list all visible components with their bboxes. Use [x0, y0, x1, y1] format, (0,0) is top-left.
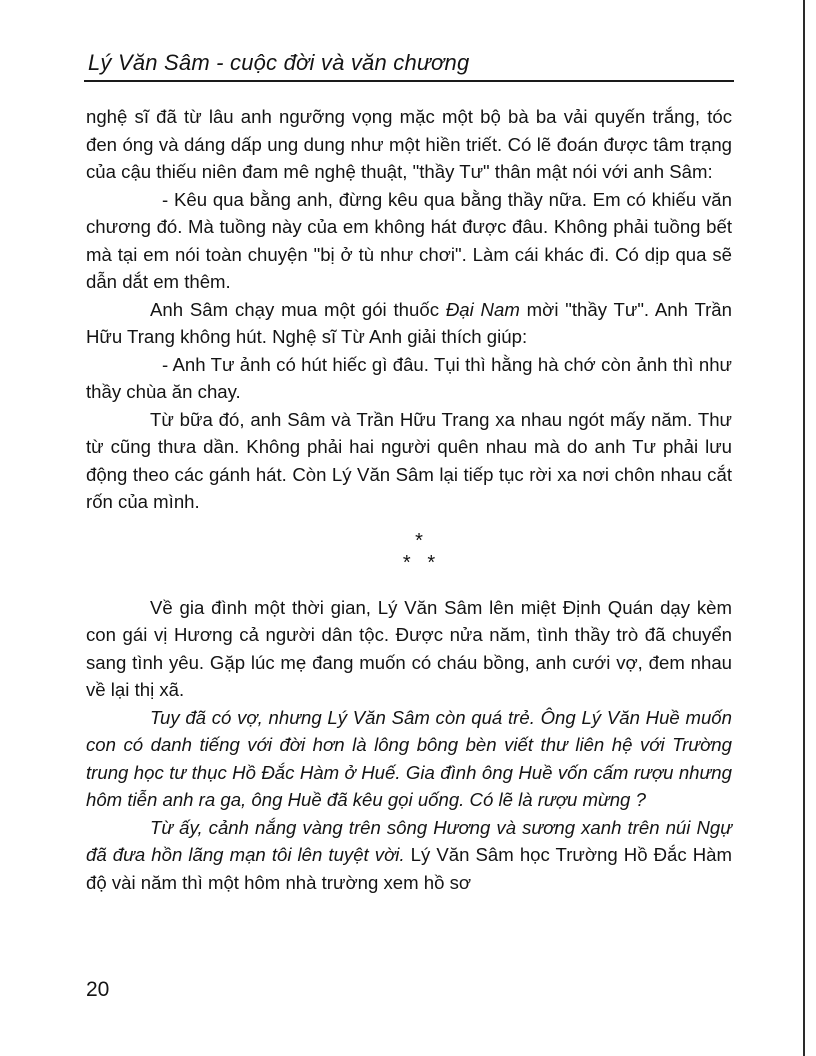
dialogue-paragraph: - Anh Tư ảnh có hút hiếc gì đâu. Tụi thì hằng hà chớ còn ảnh thì như thầy chùa ăn chay.: [86, 353, 732, 402]
italic-paragraph: Tuy đã có vợ, nhưng Lý Văn Sâm còn quá trẻ. Ông Lý Văn Huề muốn con có danh tiếng với đời hơn là lông bông bèn viết thư liên hệ với Trường trung học tư thục Hồ Đắc Hàm ở Huế. Gia đình ông Huề vốn cấm rượu nhưng hôm tiễn anh ra ga, ông Huề đã kêu gọi uống. Có lẽ là rượu mừng ?: [86, 706, 732, 810]
dialogue-paragraph: - Kêu qua bằng anh, đừng kêu qua bằng thầy nữa. Em có khiếu văn chương đó. Mà tuồng này của em không hát được đâu. Không phải tuồng bết mà tại em nói toàn chuyện "bị ở tù như chơi". Làm cái khác đi. Có dịp qua sẽ dẫn dắt em thêm.: [86, 188, 732, 292]
running-header: Lý Văn Sâm - cuộc đời và văn chương: [88, 50, 470, 75]
paragraph: nghệ sĩ đã từ lâu anh ngưỡng vọng mặc một bộ bà ba vải quyến trắng, tóc đen óng và dáng dấp ung dung như một hiền triết. Có lẽ đoán được tâm trạng của cậu thiếu niên đam mê nghệ thuật, "thầy Tư" thân mật nói với anh Sâm:: [86, 106, 732, 182]
paragraph-text: Anh Sâm chạy mua một gói thuốc: [150, 298, 446, 320]
asterism-top: *: [415, 529, 423, 552]
page-edge-rule: [803, 0, 805, 1056]
page-number: 20: [86, 978, 110, 1001]
paragraph: [86, 814, 732, 897]
paragraph-text: Lý Văn Sâm học Trường Hồ Đắc Hàm độ vài năm thì một hôm nhà trường xem hồ sơ: [86, 844, 732, 893]
italic-book-title: Đại Nam: [445, 298, 520, 320]
paragraph: Về gia đình một thời gian, Lý Văn Sâm lên miệt Định Quán dạy kèm con gái vị Hương cả người dân tộc. Được nửa năm, tình thầy trò đã chuyển sang tình yêu. Gặp lúc mẹ đang muốn có cháu bồng, anh cưới vợ, đem nhau về lại thị xã.: [86, 596, 732, 700]
paragraph-text: mời "thầy Tư". Anh Trần Hữu Trang không hút. Nghệ sĩ Từ Anh giải thích giúp:: [86, 298, 732, 347]
asterism-bottom: * *: [402, 551, 436, 574]
body-text: [86, 103, 732, 896]
italic-quote: Từ ấy, cảnh nắng vàng trên sông Hương và sương xanh trên núi Ngự đã đưa hồn lãng mạn tôi lên tuyệt vời.: [86, 816, 732, 865]
paragraph: [86, 296, 732, 351]
section-break-asterism: [86, 530, 732, 574]
header-rule: [84, 80, 734, 82]
paragraph: Từ bữa đó, anh Sâm và Trần Hữu Trang xa nhau ngót mấy năm. Thư từ cũng thưa dần. Không phải hai người quên nhau mà do anh Tư phải lưu động theo các gánh hát. Còn Lý Văn Sâm lại tiếp tục rời xa nơi chôn nhau cắt rốn của mình.: [86, 408, 732, 512]
